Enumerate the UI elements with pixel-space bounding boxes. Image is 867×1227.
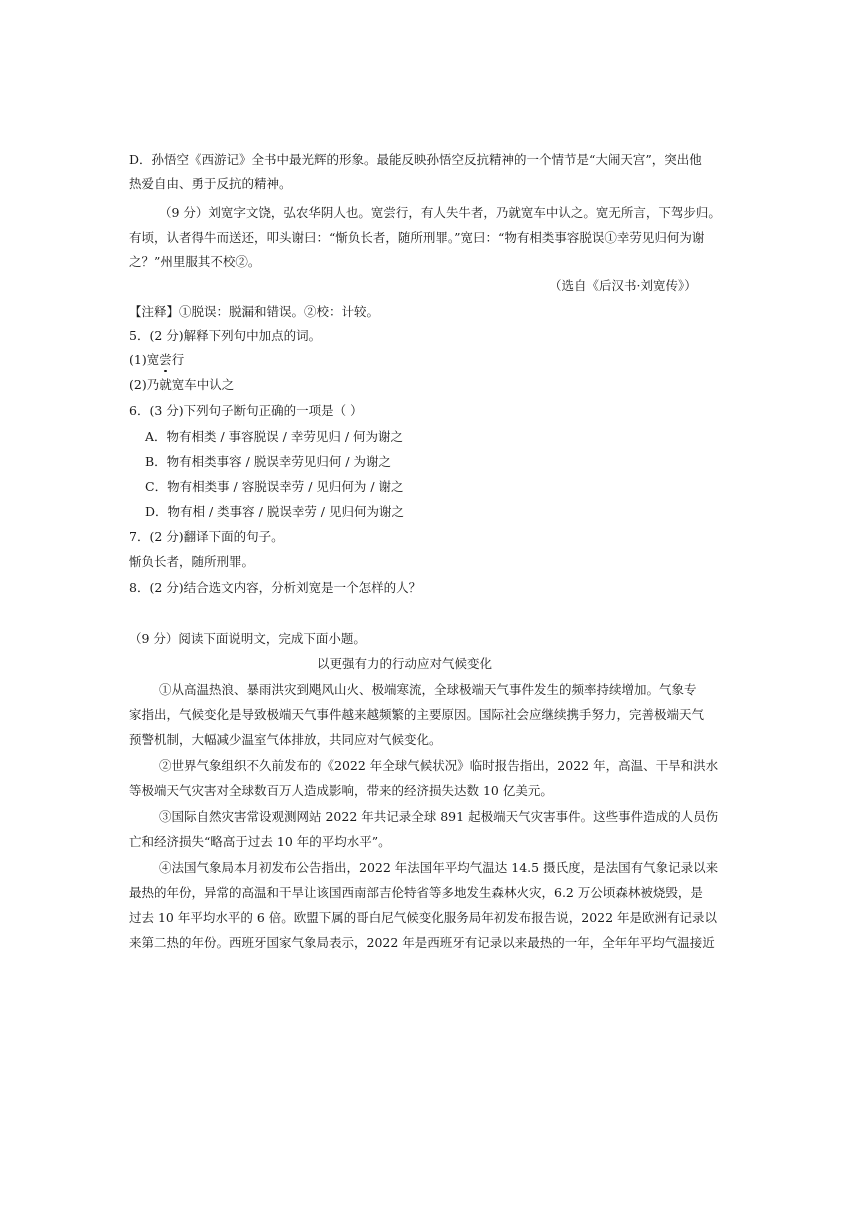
question-6-option-c: C．物有相类事 / 容脱误幸劳 / 见归何为 / 谢之 (145, 479, 404, 494)
paragraph-1-line-2: 家指出，气候变化是导致极端天气事件越来越频繁的主要原因。国际社会应继续携手努力，完善极端天气 (129, 707, 705, 722)
question-5-item-2: (2)乃就宽车中认之 (129, 377, 235, 392)
question-8-stem: 8．(2 分)结合选文内容，分析刘宽是一个怎样的人？ (129, 580, 422, 595)
question-6-option-d: D．物有相 / 类事容 / 脱误幸劳 / 见归何为谢之 (145, 504, 404, 519)
annotation-note: 【注释】①脱误：脱漏和错误。②校：计较。 (129, 304, 380, 319)
question-7-sentence: 惭负长者，随所刑罪。 (129, 554, 255, 569)
question-5-item-1: (1)宽尝行 (129, 352, 185, 367)
expository-intro: （9 分）阅读下面说明文，完成下面小题。 (129, 631, 366, 646)
paragraph-2-line-2: 等极端天气灾害对全球数百万人造成影响，带来的经济损失达数 10 亿美元。 (129, 783, 553, 798)
paragraph-3-line-1: ③国际自然灾害常设观测网站 2022 年共记录全球 891 起极端天气灾害事件。这些事件造成的人员伤 (159, 809, 719, 824)
question-6-stem: 6．(3 分)下列句子断句正确的一项是（ ） (129, 403, 363, 418)
paragraph-4-line-1: ④法国气象局本月初发布公告指出，2022 年法国年平均气温达 14.5 摄氏度，是法国有气象记录以来 (159, 860, 719, 875)
question-5-stem: 5．(2 分)解释下列句中加点的词。 (129, 328, 322, 343)
paragraph-4-line-3: 过去 10 年平均水平的 6 倍。欧盟下属的哥白尼气候变化服务局年初发布报告说，2022 年是欧洲有记录以 (129, 910, 718, 925)
paragraph-1-line-3: 预警机制，大幅减少温室气体排放，共同应对气候变化。 (129, 732, 442, 747)
classical-text-line-1: （9 分）刘宽字文饶，弘农华阴人也。宽尝行，有人失牛者，乃就宽车中认之。宽无所言，下驾步归。 (159, 205, 721, 220)
option-d-line-2: 热爱自由、勇于反抗的精神。 (129, 176, 292, 191)
paragraph-3-line-2: 亡和经济损失“略高于过去 10 年的平均水平”。 (129, 834, 391, 849)
emphasis-dotted-word: 尝 (159, 352, 172, 367)
option-d-line-1: D．孙悟空《西游记》全书中最光辉的形象。最能反映孙悟空反抗精神的一个情节是“大闹天宫”，突出他 (129, 152, 702, 167)
source-citation: （选自《后汉书·刘宽传》） (549, 278, 697, 293)
classical-text-line-3: 之？”州里服其不校②。 (129, 254, 261, 269)
article-title: 以更强有力的行动应对气候变化 (317, 656, 493, 671)
paragraph-4-line-2: 最热的年份，异常的高温和干旱让该国西南部吉伦特省等多地发生森林火灾，6.2 万公顷森林被烧毁，是 (129, 885, 703, 900)
question-6-option-b: B．物有相类事容 / 脱误幸劳见归何 / 为谢之 (145, 454, 392, 469)
question-6-option-a: A．物有相类 / 事容脱误 / 幸劳见归 / 何为谢之 (145, 429, 404, 444)
paragraph-1-line-1: ①从高温热浪、暴雨洪灾到飓风山火、极端寒流，全球极端天气事件发生的频率持续增加。气象专 (159, 682, 697, 697)
classical-text-line-2: 有顷，认者得牛而送还，叩头谢曰：“惭负长者，随所刑罪。”宽曰：“物有相类事容脱误①幸劳见归何为谢 (129, 230, 705, 245)
paragraph-4-line-4: 来第二热的年份。西班牙国家气象局表示，2022 年是西班牙有记录以来最热的一年，全年年平均气温接近 (129, 935, 715, 950)
question-7-stem: 7．(2 分)翻译下面的句子。 (129, 529, 284, 544)
paragraph-2-line-1: ②世界气象组织不久前发布的《2022 年全球气候状况》临时报告指出，2022 年，高温、干旱和洪水 (159, 758, 719, 773)
